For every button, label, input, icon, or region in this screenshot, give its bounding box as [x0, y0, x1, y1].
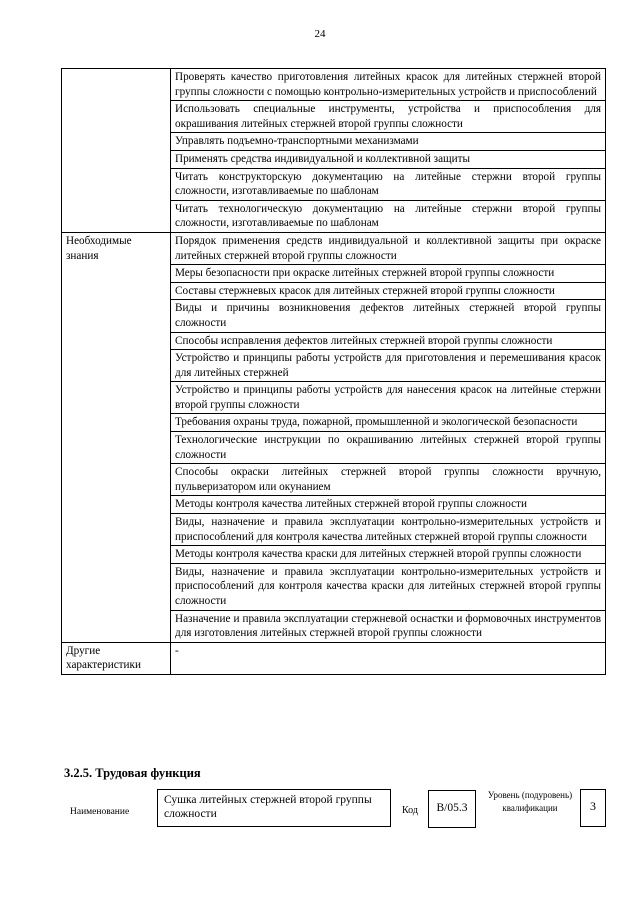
row-value: Способы исправления дефектов литейных стержней второй группы сложности — [171, 332, 606, 350]
row-value: Виды и причины возникновения дефектов литейных стержней второй группы сложности — [171, 300, 606, 332]
row-value: Устройство и принципы работы устройств для приготовления и перемешивания красок для литейных стержней — [171, 350, 606, 382]
row-label: Другие характеристики — [62, 642, 171, 674]
row-value: Применять средства индивидуальной и коллективной защиты — [171, 150, 606, 168]
row-value: Методы контроля качества краски для литейных стержней второй группы сложности — [171, 546, 606, 564]
qualification-level-value: 3 — [580, 789, 606, 827]
row-label — [62, 69, 171, 233]
page-number: 24 — [314, 28, 326, 40]
section-title: 3.2.5. Трудовая функция — [64, 766, 201, 780]
function-name-label: Наименование — [70, 807, 130, 817]
row-value: - — [171, 642, 606, 674]
other-row — [62, 642, 606, 674]
function-code-value: B/05.3 — [428, 790, 476, 828]
row-value: Устройство и принципы работы устройств для нанесения красок на литейные стержни второй группы сложности — [171, 382, 606, 414]
row-value: Виды, назначение и правила эксплуатации контрольно-измерительных устройств и приспособлений для контроля качества литейных стержней второй группы сложности — [171, 514, 606, 546]
row-value: Порядок применения средств индивидуальной и коллективной защиты при окраске литейных стержней второй группы сложности — [171, 232, 606, 264]
row-value: Способы окраски литейных стержней второй группы сложности вручную, пульверизатором или окунанием — [171, 464, 606, 496]
row-value: Методы контроля качества литейных стержней второй группы сложности — [171, 496, 606, 514]
row-value: Читать конструкторскую документацию на литейные стержни второй группы сложности, изготавливаемые по шаблонам — [171, 168, 606, 200]
requirements-table — [61, 68, 606, 675]
row-value: Технологические инструкции по окрашиванию литейных стержней второй группы сложности — [171, 432, 606, 464]
skill-row — [62, 69, 606, 101]
row-label: Необходимые знания — [62, 232, 171, 642]
row-value: Управлять подъемно-транспортными механизмами — [171, 133, 606, 151]
qualification-level-label: Уровень (подуровень) квалификации — [487, 790, 573, 813]
row-value: Требования охраны труда, пожарной, промышленной и экологической безопасности — [171, 414, 606, 432]
row-value: Использовать специальные инструменты, устройства и приспособления для окрашивания литейных стержней второй группы сложности — [171, 101, 606, 133]
function-name-value: Сушка литейных стержней второй группы сложности — [157, 789, 391, 827]
row-value: Составы стержневых красок для литейных стержней второй группы сложности — [171, 282, 606, 300]
function-code-label: Код — [402, 805, 418, 816]
knowledge-row — [62, 232, 606, 264]
row-value: Виды, назначение и правила эксплуатации контрольно-измерительных устройств и приспособлений для контроля качества краски для литейных стержней второй группы сложности — [171, 563, 606, 610]
row-value: Проверять качество приготовления литейных красок для литейных стержней второй группы сложности с помощью контрольно-измерительных устройств и приспособлений — [171, 69, 606, 101]
row-value: Меры безопасности при окраске литейных стержней второй группы сложности — [171, 265, 606, 283]
row-value: Читать технологическую документацию на литейные стержни второй группы сложности, изготавливаемые по шаблонам — [171, 200, 606, 232]
row-value: Назначение и правила эксплуатации стержневой оснастки и формовочных инструментов для изготовления литейных стержней второй группы сложности — [171, 610, 606, 642]
